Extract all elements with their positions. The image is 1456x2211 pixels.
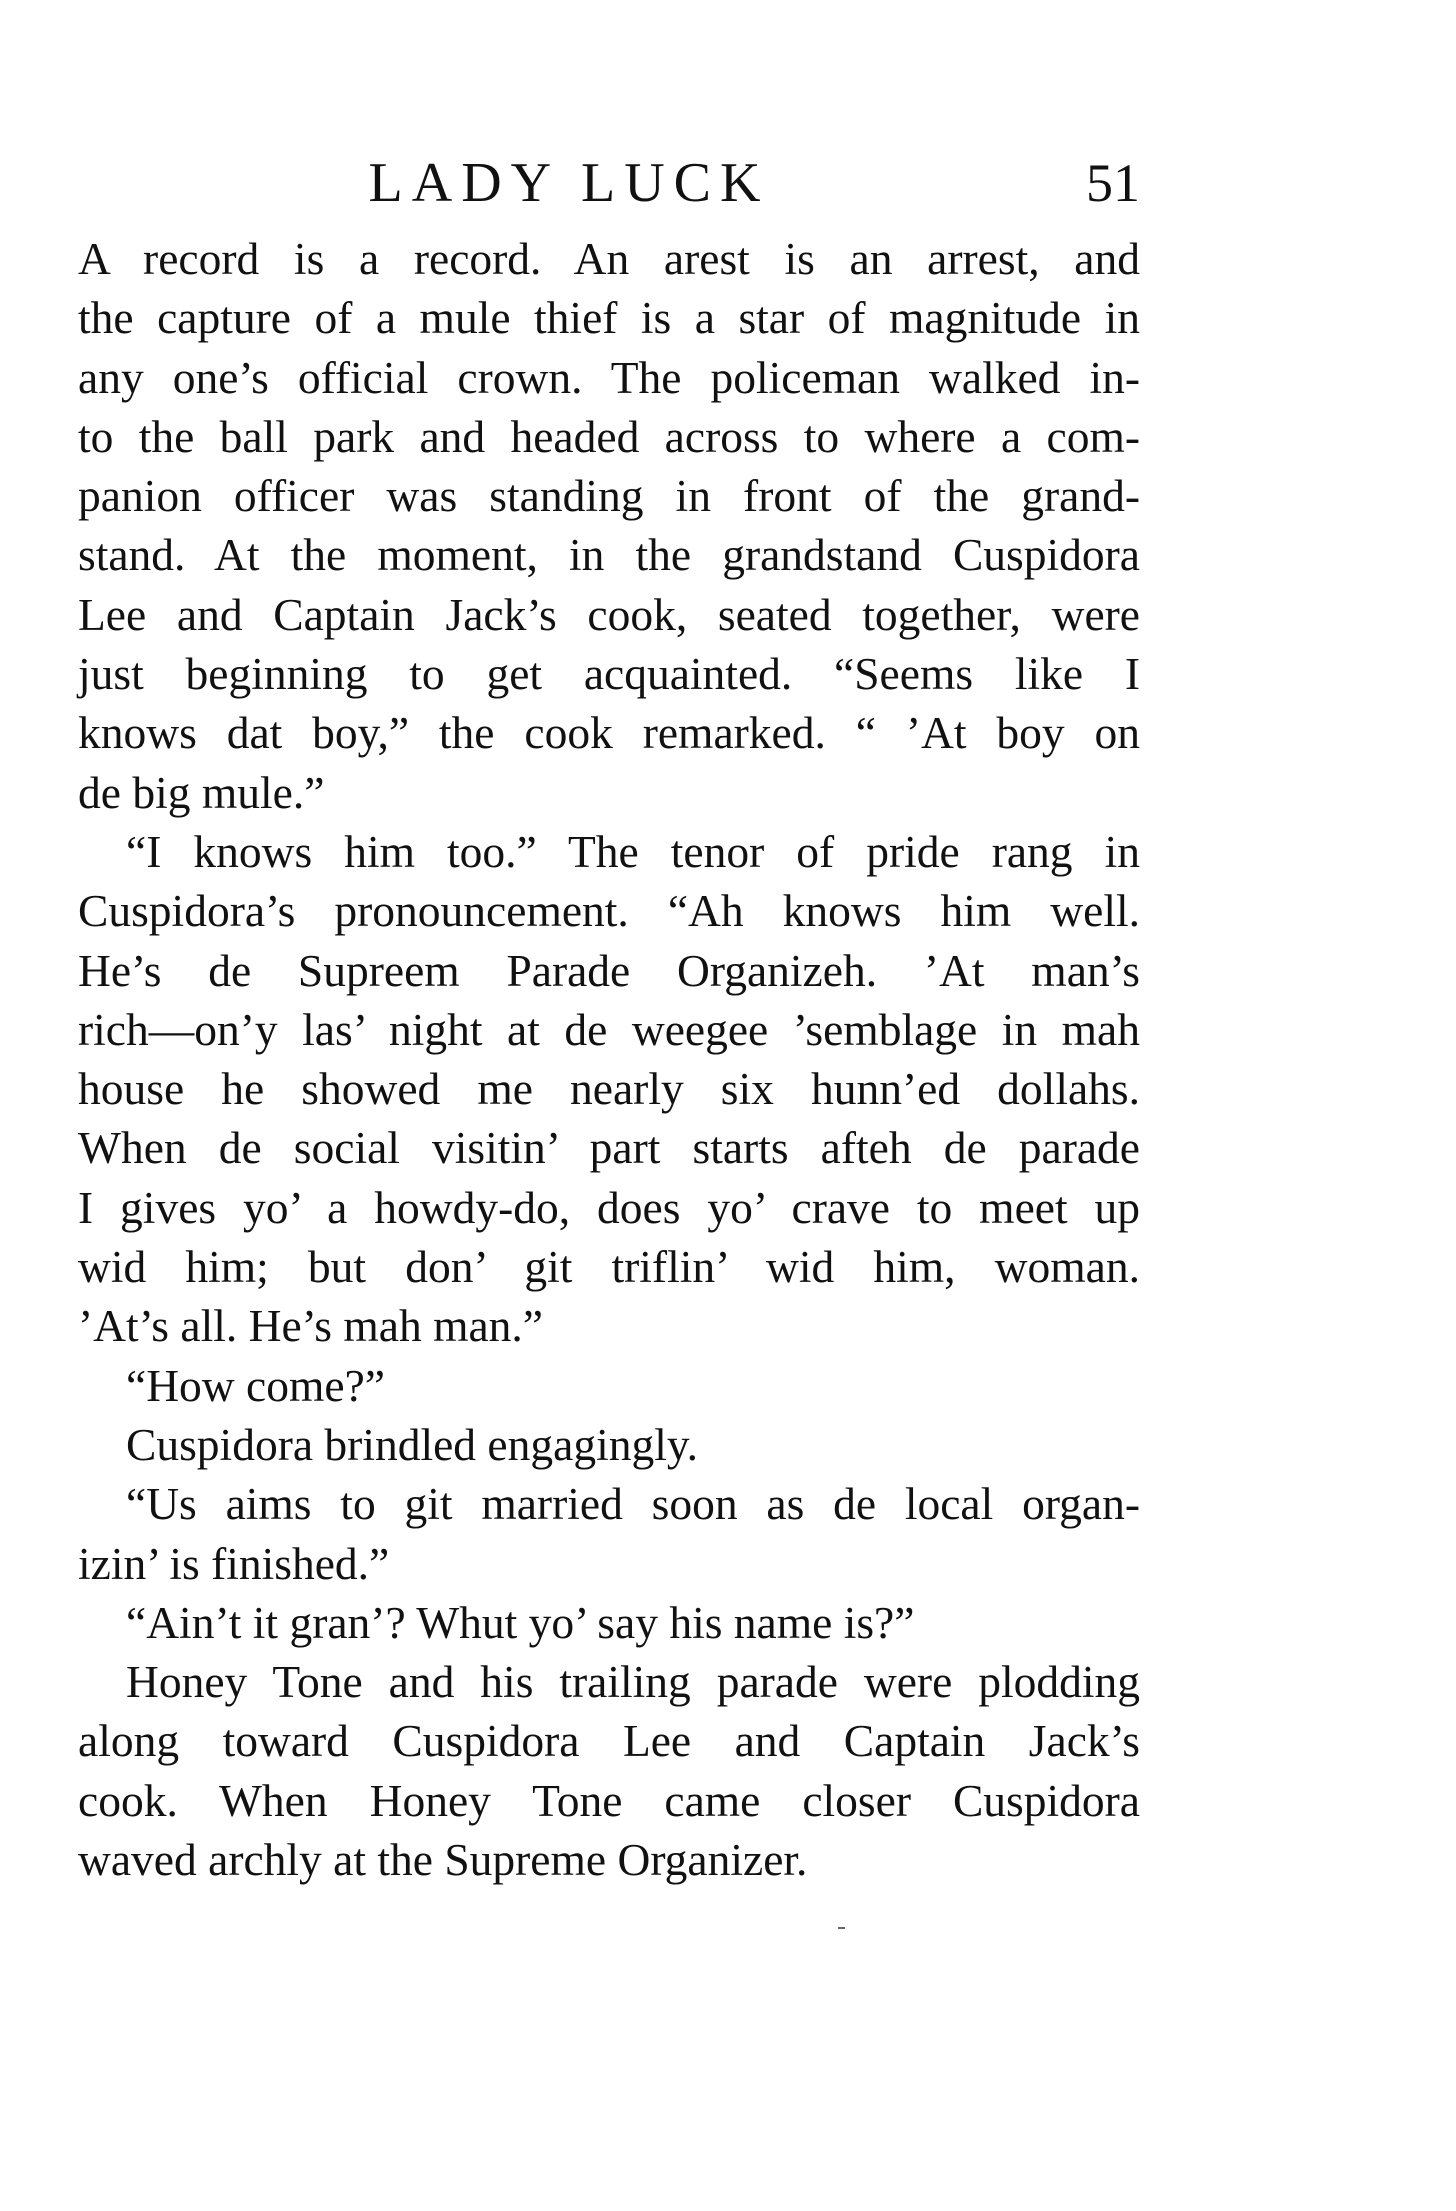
- text-line: Honey Tone and his trailing parade were plodding: [126, 1656, 1140, 1708]
- text-line: to the ball park and headed across to where a com-: [78, 410, 1140, 462]
- text-line: cook. When Honey Tone came closer Cuspidora: [78, 1774, 1140, 1826]
- text-line: Cuspidora brindled engagingly.: [126, 1418, 699, 1470]
- running-title: LADY LUCK: [368, 152, 770, 214]
- text-line: knows dat boy,” the cook remarked. “ ’At boy on: [78, 707, 1140, 759]
- text-line: izin’ is finished.”: [78, 1537, 390, 1589]
- text-line: the capture of a mule thief is a star of magnitude in: [78, 292, 1140, 344]
- text-line: wid him; but don’ git triflin’ wid him, woman.: [78, 1241, 1140, 1293]
- text-line: any one’s official crown. The policeman walked in-: [78, 351, 1140, 403]
- text-line: I gives yo’ a howdy-do, does yo’ crave to meet up: [78, 1181, 1140, 1233]
- text-line: ’At’s all. He’s mah man.”: [78, 1300, 543, 1352]
- text-line: “I knows him too.” The tenor of pride rang in: [126, 825, 1140, 877]
- text-line: A record is a record. An arest is an arrest, and: [78, 233, 1140, 284]
- page-number: 51: [1086, 153, 1140, 213]
- text-line: along toward Cuspidora Lee and Captain Jack’s: [78, 1715, 1140, 1767]
- text-line: rich—on’y las’ night at de weegee ’semblage in mah: [78, 1003, 1140, 1055]
- text-line: panion officer was standing in front of the grand-: [78, 470, 1140, 522]
- running-head: [78, 148, 1140, 218]
- text-line: de big mule.”: [78, 766, 325, 818]
- text-line: waved archly at the Supreme Organizer.: [78, 1834, 808, 1886]
- text-line: “Ain’t it gran’? Whut yo’ say his name is?”: [126, 1596, 915, 1648]
- text-line: house he showed me nearly six hunn’ed dollahs.: [78, 1063, 1140, 1115]
- text-line: stand. At the moment, in the grandstand Cuspidora: [78, 529, 1140, 581]
- body-text: [78, 229, 1140, 1889]
- printer-mark: [838, 1927, 845, 1929]
- text-line: Cuspidora’s pronouncement. “Ah knows him well.: [78, 885, 1140, 937]
- text-line: When de social visitin’ part starts afteh de parade: [78, 1122, 1140, 1174]
- text-line: “Us aims to git married soon as de local organ-: [126, 1478, 1140, 1530]
- text-line: He’s de Supreem Parade Organizeh. ’At man’s: [78, 944, 1140, 996]
- text-line: Lee and Captain Jack’s cook, seated together, were: [78, 588, 1140, 640]
- text-line: “How come?”: [126, 1359, 385, 1411]
- text-line: just beginning to get acquainted. “Seems like I: [78, 648, 1140, 700]
